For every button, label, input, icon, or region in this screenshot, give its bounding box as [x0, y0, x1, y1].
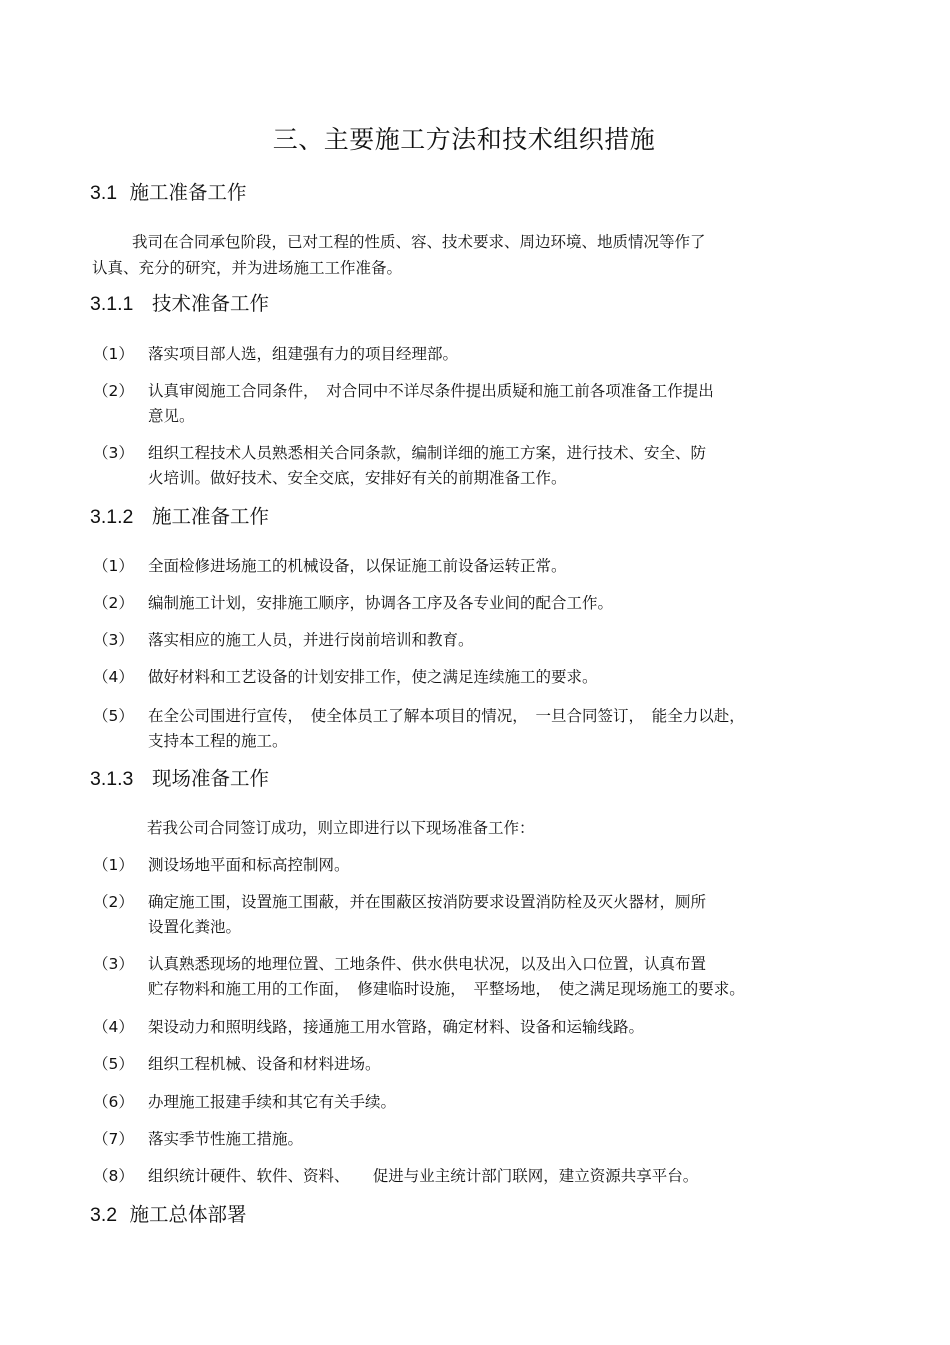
list-marker: （2） [93, 893, 134, 911]
section-number: 3.1.2 [90, 506, 134, 528]
list-text: 架设动力和照明线路，接通施工用水管路，确定材料、设备和运输线路。 [148, 1018, 645, 1036]
section-title: 施工准备工作 [129, 181, 247, 204]
list-text: 全面检修进场施工的机械设备，以保证施工前设备运转正常。 [148, 557, 567, 575]
section-number: 3.1 [90, 182, 118, 204]
page-title: 三、主要施工方法和技术组织措施 [272, 125, 656, 154]
section-heading-3-1-1 [90, 290, 269, 318]
section-number: 3.2 [90, 1204, 118, 1226]
list-text: 落实季节性施工措施。 [148, 1130, 304, 1148]
list-text: 火培训。做好技术、安全交底，安排好有关的前期准备工作。 [148, 469, 567, 487]
list-text: 支持本工程的施工。 [148, 732, 288, 750]
list-marker: （3） [93, 955, 134, 973]
list-text: 编制施工计划，安排施工顺序，协调各工序及各专业间的配合工作。 [148, 594, 614, 612]
section-title: 技术准备工作 [151, 292, 269, 315]
list-marker: （5） [93, 707, 134, 725]
list-text: 做好材料和工艺设备的计划安排工作，使之满足连续施工的要求。 [148, 668, 598, 686]
list-text: 测设场地平面和标高控制网。 [148, 856, 350, 874]
list-text: 组织工程机械、设备和材料进场。 [148, 1055, 381, 1073]
list-marker: （8） [93, 1167, 134, 1185]
list-text: 确定施工围，设置施工围蔽，并在围蔽区按消防要求设置消防栓及灭火器材，厕所 [148, 893, 707, 911]
list-marker: （2） [93, 594, 134, 612]
list-marker: （1） [93, 856, 134, 874]
paragraph-line: 认真、充分的研究，并为进场施工工作准备。 [92, 259, 403, 277]
list-marker: （1） [93, 557, 134, 575]
list-marker: （6） [93, 1093, 134, 1111]
list-text: 贮存物料和施工用的工作面， 修建临时设施， 平整场地， 使之满足现场施工的要求。 [148, 980, 745, 998]
section-number: 3.1.3 [90, 768, 134, 790]
paragraph-line: 我司在合同承包阶段，已对工程的性质、容、技术要求、周边环境、地质情况等作了 [132, 233, 706, 251]
list-text: 落实项目部人选，组建强有力的项目经理部。 [148, 345, 459, 363]
list-marker: （3） [93, 444, 134, 462]
list-text: 组织统计硬件、软件、资料、 促进与业主统计部门联网，建立资源共享平台。 [148, 1167, 699, 1185]
list-marker: （5） [93, 1055, 134, 1073]
list-text: 落实相应的施工人员，并进行岗前培训和教育。 [148, 631, 474, 649]
list-marker: （7） [93, 1130, 134, 1148]
paragraph-line: 若我公司合同签订成功，则立即进行以下现场准备工作： [147, 819, 535, 837]
list-marker: （3） [93, 631, 134, 649]
section-title: 施工总体部署 [129, 1203, 247, 1226]
section-title: 施工准备工作 [151, 505, 269, 528]
list-text: 设置化粪池。 [148, 918, 242, 936]
list-marker: （1） [93, 345, 134, 363]
list-text: 办理施工报建手续和其它有关手续。 [148, 1093, 397, 1111]
section-title: 现场准备工作 [151, 767, 269, 790]
section-heading-3-2 [90, 1201, 247, 1229]
section-heading-3-1-3 [90, 765, 269, 793]
list-text: 认真熟悉现场的地理位置、工地条件、供水供电状况，以及出入口位置，认真布置 [148, 955, 707, 973]
section-heading-3-1 [90, 179, 247, 207]
list-text: 组织工程技术人员熟悉相关合同条款，编制详细的施工方案，进行技术、安全、防 [148, 444, 707, 462]
list-marker: （4） [93, 1018, 134, 1036]
list-marker: （4） [93, 668, 134, 686]
list-text: 意见。 [148, 407, 195, 425]
list-text: 认真审阅施工合同条件， 对合同中不详尽条件提出质疑和施工前各项准备工作提出 [148, 382, 714, 400]
list-text: 在全公司围进行宣传， 使全体员工了解本项目的情况， 一旦合同签订， 能全力以赴， [148, 707, 745, 725]
list-marker: （2） [93, 382, 134, 400]
section-number: 3.1.1 [90, 293, 134, 315]
section-heading-3-1-2 [90, 503, 269, 531]
